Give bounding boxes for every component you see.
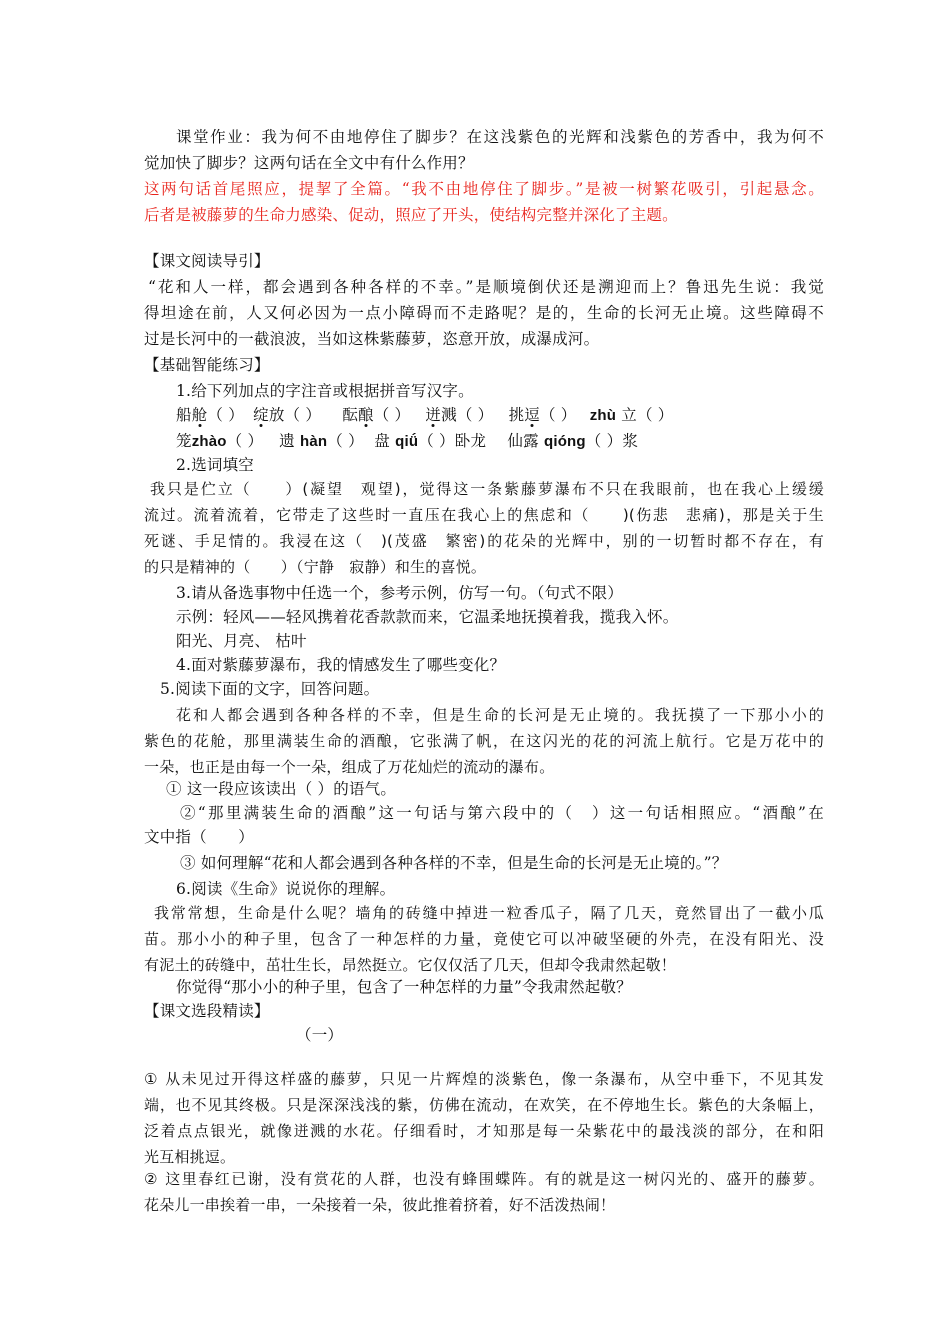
q5-passage-line1: 花和人都会遇到各种各样的不幸，但是生命的长河是无止境的。我抚摸了一下那小小的 [176,706,824,724]
q5-prompt: 5.阅读下面的文字，回答问题。 [160,680,380,698]
p1-line2: 端，也不见其终极。只是深深浅浅的紫，仿佛在流动，在欢笑，在不停地生长。紫色的大条幅上， [144,1096,824,1114]
q3-prompt: 3.请从备选事物中任选一个，参考示例，仿写一句。（句式不限） [176,584,624,602]
q5-sub3: ③ 如何理解“花和人都会遇到各种各样的不幸，但是生命的长河是无止境的。”？ [180,854,728,872]
q6-passage-line3: 有泥土的砖缝中，茁壮生长，昂然挺立。它仅仅活了几天，但却令我肃然起敬！ [144,956,677,974]
q5-sub1: ① 这一段应该读出（ ）的语气。 [166,780,397,798]
homework-answer-line2: 后者是被藤萝的生命力感染、促动，照应了开头，使结构完整并深化了主题。 [144,206,678,224]
q5-sub2-line2: 文中指（ ） [144,828,254,846]
section-number: （一） [296,1026,344,1044]
q1-item: 挑逗（ ） [508,406,577,424]
p1-line4: 光互相挑逗。 [144,1148,236,1166]
p2-line1: ② 这里春红已谢，没有赏花的人群，也没有蜂围蝶阵。有的就是这一树闪光的、盛开的藤萝。 [144,1170,824,1188]
q1-item: zhù 立（ ） [589,406,674,424]
intensive-heading: 【课文选段精读】 [144,1002,270,1020]
homework-question-line1: 课堂作业：我为何不由地停住了脚步？在这浅紫色的光辉和浅紫色的芳香中，我为何不 [176,128,824,146]
q2-line2: 流过。流着流着，它带走了这些时一直压在我心上的焦虑和（ )(伤悲 悲痛)，那是关于生 [144,506,824,524]
q1-item: 绽放（ ） [253,406,322,424]
p2-line2: 花朵儿一串挨着一串，一朵接着一朵，彼此推着挤着，好不活泼热闹！ [144,1196,616,1214]
q1-item: 船舱（ ） [176,406,244,424]
q4-prompt: 4.面对紫藤萝瀑布，我的情感发生了哪些变化？ [176,656,506,674]
q1-item: 笼zhào（ ） [176,432,264,450]
p1-line3: 泛着点点银光，就像迸溅的水花。仔细看时，才知那是每一朵紫花中的最浅淡的部分，在和阳 [144,1122,824,1140]
guide-line3: 过是长河中的一截浪波，当如这株紫藤萝，恣意开放，成瀑成河。 [144,330,600,348]
q1-row2 [176,428,856,455]
q2-line3: 死谜、手足情的。我浸在这（ )(茂盛 繁密)的花朵的光辉中，别的一切暂时都不存在，有 [144,532,824,550]
q3-example: 示例：轻风——轻风携着花香款款而来，它温柔地抚摸着我，揽我入怀。 [176,608,679,626]
practice-heading: 【基础智能练习】 [144,356,270,374]
q2-line4: 的只是精神的（ ）（宁静 寂静）和生的喜悦。 [144,558,487,576]
guide-heading: 【课文阅读导引】 [144,252,270,270]
q1-item: 酝酿（ ） [342,406,411,424]
q5-passage-line3: 一朵，也正是由每一个一朵，组成了万花灿烂的流动的瀑布。 [144,758,555,776]
q6-question: 你觉得“那小小的种子里，包含了一种怎样的力量”令我肃然起敬？ [176,978,632,996]
guide-line2: 得坦途在前，人又何必因为一点小障碍而不走路呢？是的，生命的长河无止境。这些障碍不 [144,304,824,322]
q1-item: 仙露 qióng（ ）浆 [507,432,639,450]
q1-item: 盘 qiǘ（ ）卧龙 [374,432,487,450]
q2-prompt: 2.选词填空 [176,456,254,474]
q1-row1 [176,402,856,429]
q1-item: 迸溅（ ） [425,406,494,424]
guide-line1: “花和人一样，都会遇到各种各样的不幸。”是顺境倒伏还是溯迎而上？鲁迅先生说：我觉 [148,278,824,296]
q5-passage-line2: 紫色的花舱，那里满装生命的酒酿，它张满了帆，在这闪光的花的河流上航行。它是万花中的 [144,732,824,750]
q6-passage-line2: 苗。那小小的种子里，包含了一种怎样的力量，竟使它可以冲破坚硬的外壳，在没有阳光、没 [144,930,824,948]
q5-sub2-line1: ②“那里满装生命的酒酿”这一句话与第六段中的（ ）这一句话相照应。“酒酿”在 [180,804,824,822]
q6-passage-line1: 我常常想，生命是什么呢？墙角的砖缝中掉进一粒香瓜子，隔了几天，竟然冒出了一截小瓜 [154,904,824,922]
q6-prompt: 6.阅读《生命》说说你的理解。 [176,880,396,898]
q1-item: 遗 hàn（ ） [279,432,364,450]
homework-answer-line1: 这两句话首尾照应，提挈了全篇。“我不由地停住了脚步。”是被一树繁花吸引，引起悬念。 [144,180,824,198]
q3-options: 阳光、月亮、 枯叶 [176,632,307,650]
homework-question-line2: 觉加快了脚步？这两句话在全文中有什么作用？ [144,154,474,172]
q1-prompt: 1.给下列加点的字注音或根据拼音写汉字。 [176,382,474,400]
q2-line1: 我只是伫立（ ）(凝望 观望)，觉得这一条紫藤萝瀑布不只在我眼前，也在我心上缓缓 [150,480,824,498]
p1-line1: ① 从未见过开得这样盛的藤萝，只见一片辉煌的淡紫色，像一条瀑布，从空中垂下，不见其发 [144,1070,824,1088]
